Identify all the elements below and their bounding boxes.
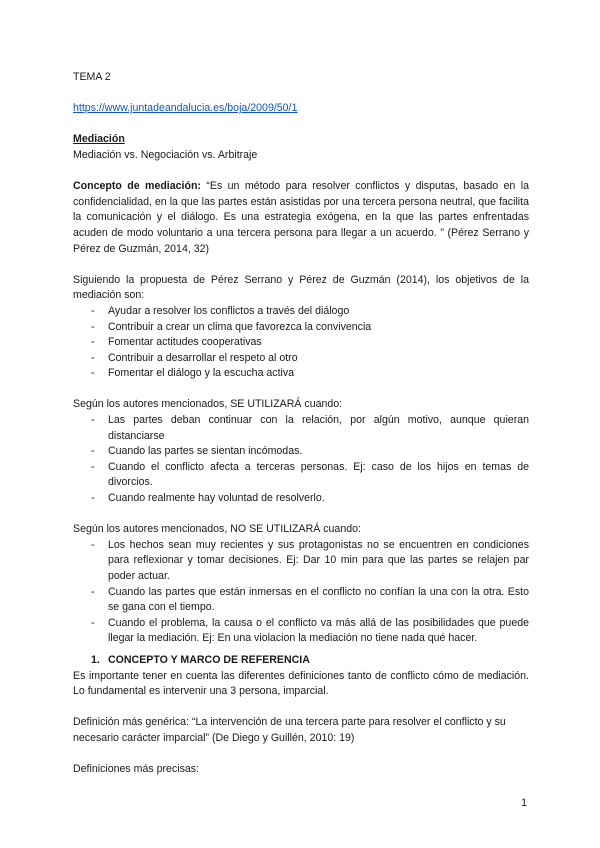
list-item: - Cuando el problema, la causa o el conflicto va más allá de las posibilidades que puede llegar la mediación. Ej: En una violacion la mediación no tiene nada qué hacer. (91, 616, 529, 645)
list-item: - Cuando el conflicto afecta a terceras personas. Ej: caso de los hijos en temas de divorcios. (91, 460, 529, 489)
use-intro: Según los autores mencionados, SE UTILIZARÁ cuando: (73, 398, 343, 411)
use-list (73, 413, 529, 507)
precise-definitions-label: Definiciones más precisas: (73, 763, 199, 776)
list-item: - Ayudar a resolver los conflictos a través del diálogo (91, 304, 350, 317)
list-item: - Contribuir a crear un clima que favorezca la convivencia (91, 320, 372, 333)
concept-text: “Es un método para resolver conflictos y disputas, basado en la confidencialidad, en la que las partes están asistidas por una tercera persona neutral, que facilita la comunicación y el diálogo. Es una estrategia exógena, en la que las partes enfrentadas acuden de modo voluntario a una tercera persona para llegar a un acuerdo. ” (Pérez Serrano y Pérez de Guzmán, 2014, 32) (73, 180, 529, 255)
section-subheading: Mediación vs. Negociación vs. Arbitraje (73, 148, 258, 161)
document-page (73, 70, 529, 778)
no-use-list (73, 538, 529, 647)
list-item: - Las partes deban continuar con la relación, por algún motivo, aunque quieran distanciarse (91, 414, 529, 442)
list-item: - Cuando las partes se sientan incómodas. (91, 445, 303, 458)
objectives-intro: Siguiendo la propuesta de Pérez Serrano y Pérez de Guzmán (2014), los objetivos de la mediación son: (73, 273, 529, 302)
list-item: - Fomentar el diálogo y la escucha activa (91, 367, 295, 380)
objectives-list (73, 304, 529, 382)
list-item: - Cuando realmente hay voluntad de resolverlo. (91, 492, 325, 505)
no-use-intro: Según los autores mencionados, NO SE UTILIZARÁ cuando: (73, 523, 361, 536)
concept-paragraph (73, 179, 529, 257)
section-1-heading: 1. CONCEPTO Y MARCO DE REFERENCIA (91, 653, 310, 666)
list-item: - Fomentar actitudes cooperativas (91, 336, 262, 349)
concept-label: Concepto de mediación: (73, 180, 201, 193)
generic-definition: Definición más genérica: “La intervención de una tercera parte para resolver el conflicto y su necesario carácter imparcial” (De Diego y Guillén, 2010: 19) (73, 716, 506, 744)
list-item: - Cuando las partes que están inmersas en el conflicto no confían la una con la otra. Esto se gana con el tiempo. (91, 585, 529, 614)
page-number: 1 (521, 797, 527, 810)
topic-title: TEMA 2 (73, 71, 111, 83)
section-heading: Mediación (73, 133, 125, 146)
list-item: - Los hechos sean muy recientes y sus protagonistas no se encuentren en condiciones para reflexionar y tomar decisiones. Ej: Dar 10 min para que las partes se relajen par poder actuar. (91, 538, 529, 582)
section-1-text: Es importante tener en cuenta las diferentes definiciones tanto de conflicto cómo de mediación. Lo fundamental es intervenir una 3 persona, imparcial. (73, 669, 529, 698)
list-item: - Contribuir a desarrollar el respeto al otro (91, 351, 298, 364)
boja-link[interactable]: https://www.juntadeandalucia.es/boja/2009/50/1 (73, 102, 298, 115)
